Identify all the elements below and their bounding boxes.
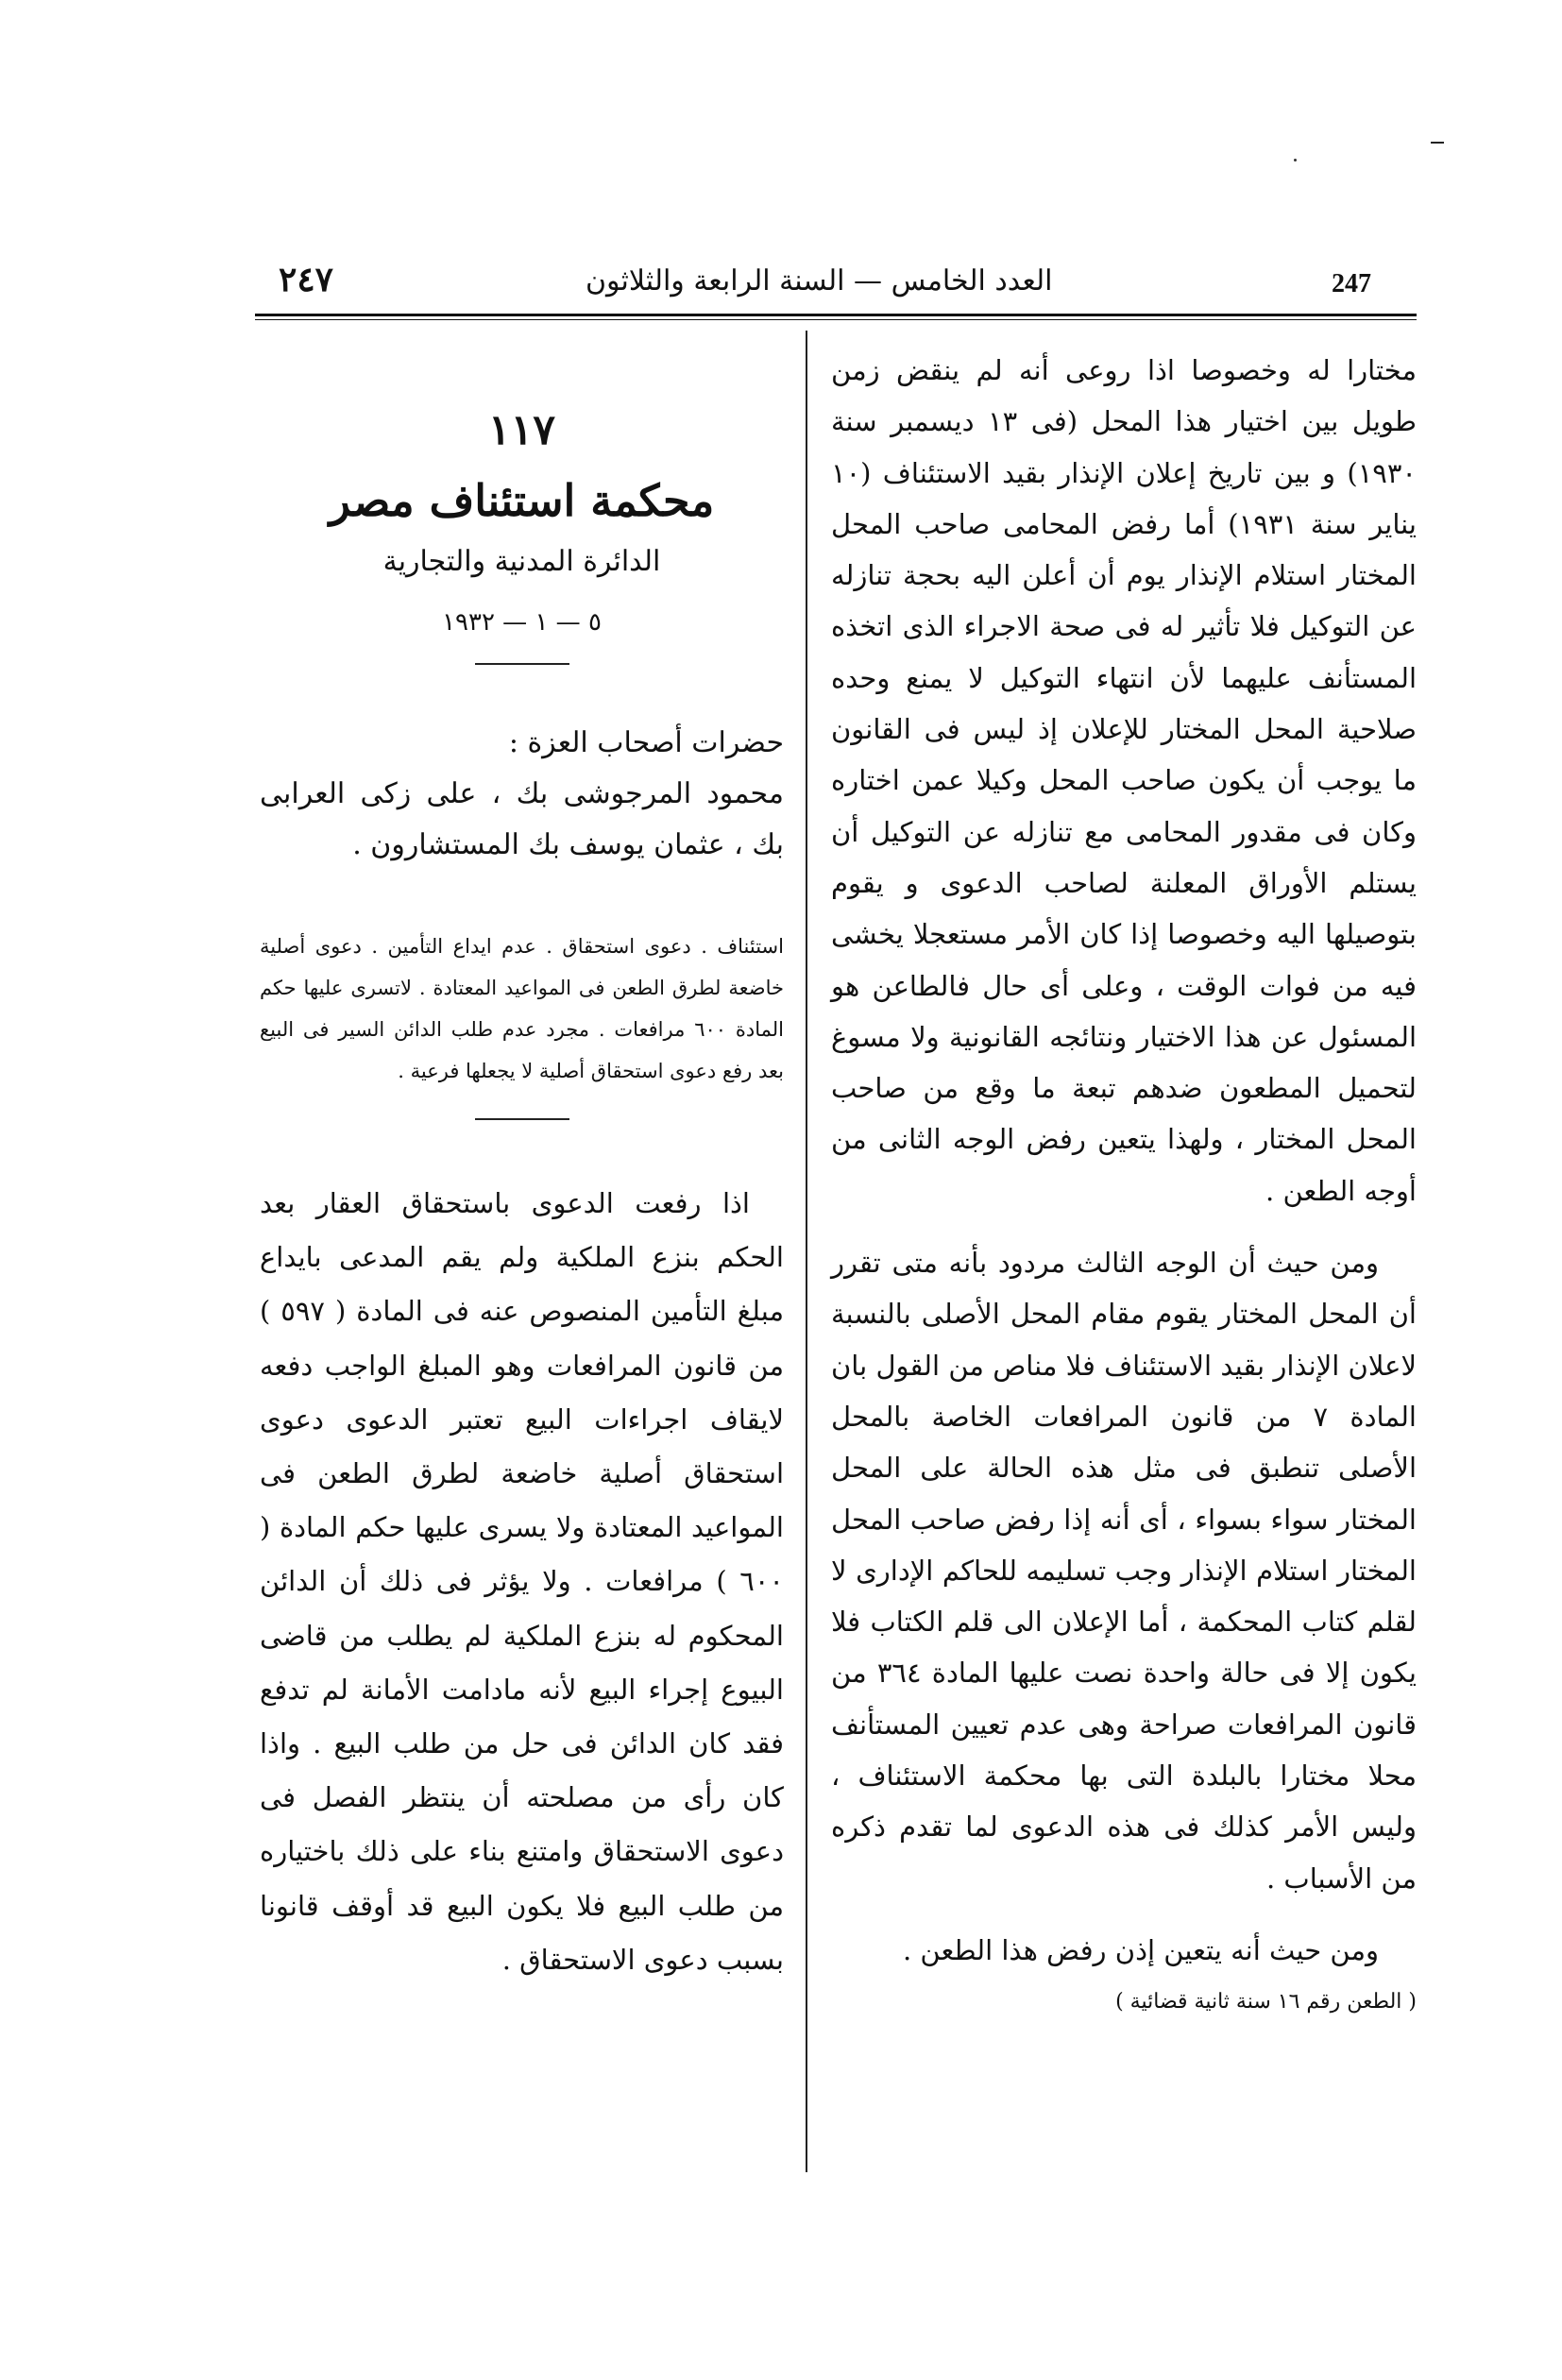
court-name: محكمة استئناف مصر: [329, 475, 715, 526]
right-column: [831, 345, 1417, 2019]
page-number-latin: 247: [1332, 269, 1371, 298]
principle-text: اذا رفعت الدعوى باستحقاق العقار بعد الحكم بنزع الملكية ولم يقم المدعى بايداع مبلغ التأمين المنصوص عنه فى المادة ( ٥٩٧ ) من قانون المرافعات وهو المبلغ الواجب دفعه لايقاف اجراءات البيع تعتبر الدعوى دعوى استحقاق أصلية خاضعة لطرق الطعن فى المواعيد المعتادة ولا يسرى عليها حكم المادة ( ٦٠٠ ) مرافعات . ولا يؤثر فى ذلك أن الدائن المحكوم له بنزع الملكية لم يطلب من قاضى البيوع إجراء البيع لأنه مادامت الأمانة لم تدفع فقد كان الدائن فى حل من طلب البيع . واذا كان رأى من مصلحته أن ينتظر الفصل فى دعوى الاستحقاق وامتنع بناء على ذلك باختياره من طلب البيع فلا يكون البيع قد أوقف قانونا بسبب دعوى الاستحقاق .: [260, 1187, 784, 1976]
case-summary: [260, 926, 784, 1092]
judges-heading: حضرات أصحاب العزة :: [508, 726, 784, 759]
running-title: العدد الخامس — السنة الرابعة والثلاثون: [586, 264, 1053, 298]
section-rule: [475, 663, 569, 665]
stray-dot: [1294, 159, 1297, 162]
header-rule-thin: [255, 319, 1417, 320]
body-paragraph: ومن حيث أن الوجه الثالث مردود بأنه متى تقرر أن المحل المختار يقوم مقام المحل الأصلى بالنسبة لاعلان الإنذار بقيد الاستئناف فلا مناص من القول بان المادة ٧ من قانون المرافعات الخاصة بالمحل الأصلى تنطبق فى مثل هذه الحالة على المحل المختار سواء بسواء ، أى أنه إذا رفض صاحب المحل المختار استلام الإنذار وجب تسليمه للحاكم الإدارى لا لقلم كتاب المحكمة ، أما الإعلان الى قلم الكتاب فلا يكون إلا فى حالة واحدة نصت عليها المادة ٣٦٤ من قانون المرافعات صراحة وهى عدم تعيين المستأنف محلا مختارا بالبلدة التى بها محكمة الاستئناف ، وليس الأمر كذلك فى هذه الدعوى لما تقدم ذكره من الأسباب .: [831, 1247, 1417, 1895]
judges-names: محمود المرجوشى بك ، على زكى العرابى بك ، عثمان يوسف بك المستشارون .: [260, 777, 784, 861]
section-rule: [475, 1118, 569, 1120]
summary-text: استئناف . دعوى استحقاق . عدم ايداع التأمين . دعوى أصلية خاضعة لطرق الطعن فى المواعيد المعتادة . لاتسرى عليها حكم المادة ٦٠٠ مرافعات . مجرد عدم طلب الدائن السير فى البيع بعد رفع دعوى استحقاق أصلية لا يجعلها فرعية .: [260, 935, 784, 1082]
case-date: ٥ — ١ — ١٩٣٢: [442, 608, 602, 637]
body-paragraph: ومن حيث أنه يتعين إذن رفض هذا الطعن .: [902, 1933, 1379, 1966]
case-number: ١١٧: [488, 406, 555, 454]
left-column: [260, 345, 784, 1987]
header-rule: [255, 314, 1417, 316]
source-note: ( الطعن رقم ١٦ سنة ثانية قضائية ): [1115, 1990, 1417, 2014]
page-number-arabic: ٢٤٧: [279, 260, 334, 299]
judges-block: [260, 718, 784, 871]
stray-mark: [1431, 142, 1444, 144]
court-circuit: الدائرة المدنية والتجارية: [382, 545, 661, 578]
body-paragraph: مختارا له وخصوصا اذا روعى أنه لم ينقض زمن طويل بين اختيار هذا المحل (فى ١٣ ديسمبر سنة ١٩٣٠) و بين تاريخ إعلان الإنذار بقيد الاستئناف (١٠ يناير سنة ١٩٣١) أما رفض المحامى صاحب المحل المختار استلام الإنذار يوم أن أعلن اليه بحجة تنازله عن التوكيل فلا تأثير له فى صحة الاجراء الذى اتخذه المستأنف عليهما لأن انتهاء التوكيل لا يمنع وحده صلاحية المحل المختار للإعلان إذ ليس فى القانون ما يوجب أن يكون صاحب المحل وكيلا عمن اختاره وكان فى مقدور المحامى مع تنازله عن التوكيل أن يستلم الأوراق المعلنة لصاحب الدعوى و يقوم بتوصيلها اليه وخصوصا إذا كان الأمر مستعجلا يخشى فيه من فوات الوقت ، وعلى أى حال فالطاعن هو المسئول عن هذا الاختيار ونتائجه القانونية ولا مسوغ لتحميل المطعون ضدهم تبعة ما وقع من صاحب المحل المختار ، ولهذا يتعين رفض الوجه الثانى من أوجه الطعن .: [831, 354, 1418, 1207]
legal-principle: [260, 1177, 784, 1987]
column-divider: [806, 331, 807, 2172]
